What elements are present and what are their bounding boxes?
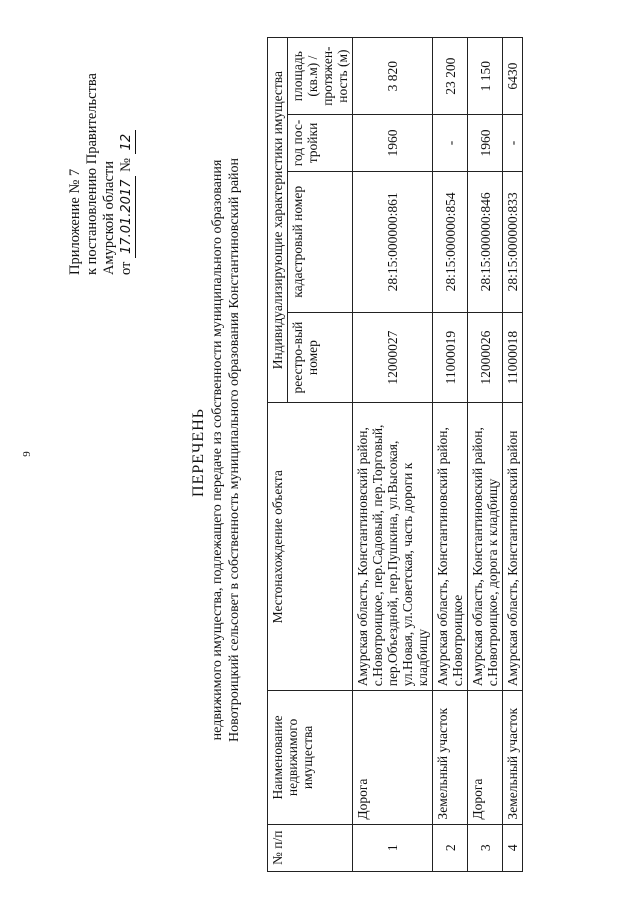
table-header-row [268, 38, 288, 872]
appendix-date-line [118, 25, 136, 275]
document-sheet [22, 15, 632, 890]
cell-cadastral: 28:15:000000:846 [468, 171, 503, 312]
table-row [353, 38, 433, 872]
resolution-date: 17.01.2017 [118, 176, 136, 258]
cell-reg: 12000026 [468, 312, 503, 402]
cell-area: 3 820 [353, 38, 433, 115]
page-number: 9 [20, 451, 33, 457]
cell-location: Амурская область, Константиновский район, с.Новотроицкое, дорога к кладбищу [468, 403, 503, 691]
header-year: год пос-тройки [288, 115, 353, 171]
cell-reg: 12000027 [353, 312, 433, 402]
number-label: № [118, 158, 134, 172]
cell-reg: 11000018 [503, 312, 523, 402]
document-heading: ПЕРЕЧЕНЬ [190, 408, 207, 497]
appendix-line-3: Амурской области [101, 161, 117, 275]
cell-area: 1 150 [468, 38, 503, 115]
header-name: Наименование недвижимого имущества [268, 691, 353, 824]
resolution-number: 12 [118, 130, 136, 155]
header-area: площадь (кв.м) / протяжен-ность (м) [288, 38, 353, 115]
header-location: Местонахождение объекта [268, 403, 353, 691]
table-row [433, 38, 468, 872]
property-table [267, 37, 523, 872]
header-cadastral: кадастровый номер [288, 171, 353, 312]
cell-cadastral: 28:15:000000:861 [353, 171, 433, 312]
cell-num: 3 [468, 824, 503, 871]
table-row [468, 38, 503, 872]
appendix-line-2: к постановлению Правительства [84, 73, 100, 275]
from-label: от [118, 261, 134, 275]
header-num: № п/п [268, 824, 353, 871]
cell-name: Земельный участок [433, 691, 468, 824]
cell-cadastral: 28:15:000000:833 [503, 171, 523, 312]
cell-name: Дорога [353, 691, 433, 824]
cell-name: Дорога [468, 691, 503, 824]
cell-year: - [433, 115, 468, 171]
cell-name: Земельный участок [503, 691, 523, 824]
cell-reg: 11000019 [433, 312, 468, 402]
cell-location: Амурская область, Константиновский район, с.Новотроицкое [433, 403, 468, 691]
cell-location: Амурская область, Константиновский район, с.Новотроицкое, пер.Садовый, пер.Торговый, пер.Объездной, пер.Пушкина, ул.Высокая, ул.Новая, ул.Советская, часть дороги к кладбищу [353, 403, 433, 691]
cell-num: 1 [353, 824, 433, 871]
cell-year: 1960 [353, 115, 433, 171]
document-subtitle: недвижимого имущества, подлежащего передаче из собственности муниципального образования Новотроицкий сельсовет в собственность муниципального образования Константиновский район [210, 157, 242, 743]
cell-area: 6430 [503, 38, 523, 115]
appendix-line-1: Приложение № 7 [67, 168, 83, 275]
cell-year: - [503, 115, 523, 171]
cell-num: 4 [503, 824, 523, 871]
appendix-block [67, 25, 136, 275]
header-group: Индивидуализирующие характеристики имущества [268, 38, 288, 403]
cell-cadastral: 28:15:000000:854 [433, 171, 468, 312]
cell-year: 1960 [468, 115, 503, 171]
cell-location: Амурская область, Константиновский район [503, 403, 523, 691]
header-reg: реестро-вый номер [288, 312, 353, 402]
cell-num: 2 [433, 824, 468, 871]
table-row [503, 38, 523, 872]
cell-area: 23 200 [433, 38, 468, 115]
